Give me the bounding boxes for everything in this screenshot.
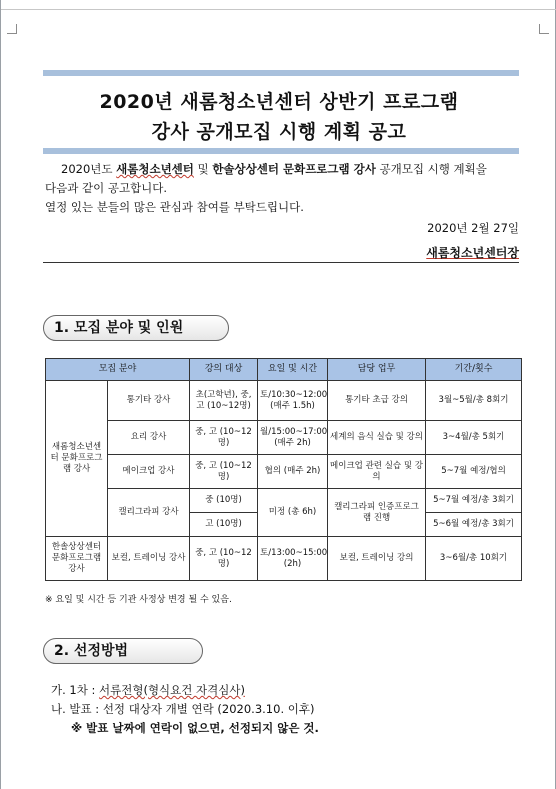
- intro-text: 공개모집 시행 계획을: [375, 162, 487, 176]
- time-cell: 토/13:00~15:00 (2h): [258, 537, 328, 581]
- intro-line1: [45, 160, 523, 179]
- field-cell: 보컬, 트레이닝 강사: [108, 537, 190, 581]
- time-cell: 월/15:00~17:00 (매주 2h): [258, 421, 328, 455]
- field-cell: 통기타 강사: [108, 381, 190, 421]
- method-item-1-label: 가. 1차 :: [51, 683, 100, 697]
- intro-text: 2020년도: [61, 162, 117, 176]
- table-row: [46, 455, 522, 489]
- table-row: [46, 489, 522, 513]
- page-corner-mark: [539, 24, 549, 34]
- method-item-1: [51, 682, 245, 698]
- time-cell: 미정 (총 6h): [258, 489, 328, 537]
- table-row: [46, 421, 522, 455]
- target-cell: 중, 고 (10~12명): [190, 455, 258, 489]
- title-bottom-bar: [43, 148, 519, 154]
- intro-org1: 새롬청소년센터: [116, 162, 194, 176]
- page-corner-mark: [7, 24, 17, 34]
- intro-line2: 다음과 같이 공고합니다.: [45, 181, 168, 195]
- table-header-row: [46, 359, 522, 381]
- section-heading-selection: 2. 선정방법: [43, 638, 203, 664]
- header-target: 강의 대상: [190, 359, 258, 381]
- period-cell: 3~6월/총 10회기: [426, 537, 522, 581]
- method-note: ※ 발표 날짜에 연락이 없으면, 선정되지 않은 것.: [71, 721, 319, 735]
- duty-cell: 캘리그라피 인증프로그램 진행: [328, 489, 426, 537]
- target-cell: 중, 고 (10~12명): [190, 421, 258, 455]
- target-cell: 중, 고 (10~12명): [190, 537, 258, 581]
- period-cell: 5~7월 예정/협의: [426, 455, 522, 489]
- period-cell: 3월~5월/총 8회기: [426, 381, 522, 421]
- duty-cell: 보컬, 트레이닝 강의: [328, 537, 426, 581]
- time-cell: 협의 (매주 2h): [258, 455, 328, 489]
- table-row: [46, 381, 522, 421]
- target-cell: 중 (10명): [190, 489, 258, 513]
- header-duty: 담당 업무: [328, 359, 426, 381]
- intro-paragraph: [45, 160, 523, 217]
- header-period: 기간/횟수: [426, 359, 522, 381]
- signer-name: 새롬청소년센터장: [426, 246, 519, 260]
- org-cell: 새롬청소년센터 문화프로그램 강사: [46, 381, 108, 537]
- title-top-bar: [43, 70, 519, 76]
- recruit-table: [45, 358, 522, 581]
- field-cell: 요리 강사: [108, 421, 190, 455]
- target-cell: 초(고학년), 중, 고 (10~12명): [190, 381, 258, 421]
- time-cell: 토/10:30~12:00 (매주 1.5h): [258, 381, 328, 421]
- field-cell: 캘리그라피 강사: [108, 489, 190, 537]
- field-cell: 메이크업 강사: [108, 455, 190, 489]
- intro-text: 및: [193, 162, 213, 176]
- page-top-edge: [1, 0, 556, 10]
- header-time: 요일 및 시간: [258, 359, 328, 381]
- duty-cell: 세계의 음식 실습 및 강의: [328, 421, 426, 455]
- document-title-line1: 2020년 새롬청소년센터 상반기 프로그램: [99, 91, 459, 113]
- target-cell: 고 (10명): [190, 513, 258, 537]
- org-cell: 한솔상상센터 문화프로그램 강사: [46, 537, 108, 581]
- duty-cell: 통기타 초급 강의: [328, 381, 426, 421]
- method-item-1-text: 서류전형(형식요건 자격심사): [99, 683, 245, 697]
- header-divider: [43, 262, 519, 263]
- section-heading-recruit: 1. 모집 분야 및 인원: [43, 315, 229, 341]
- period-cell: 3~4월/총 5회기: [426, 421, 522, 455]
- period-cell: 5~6월 예정/총 3회기: [426, 513, 522, 537]
- announcement-date: 2020년 2월 27일: [427, 221, 519, 235]
- period-cell: 5~7월 예정/총 3회기: [426, 489, 522, 513]
- duty-cell: 메이크업 관련 실습 및 강의: [328, 455, 426, 489]
- document-title-line2: 강사 공개모집 시행 계획 공고: [151, 121, 407, 143]
- method-item-2: 나. 발표 : 선정 대상자 개별 연락 (2020.3.10. 이후): [51, 702, 315, 716]
- intro-org2: 한솔상상센터 문화프로그램 강사: [212, 162, 376, 176]
- table-footnote: ※ 요일 및 시간 등 기관 사정상 변경 될 수 있음.: [45, 595, 232, 605]
- table-row: [46, 537, 522, 581]
- intro-line3: 열정 있는 분들의 많은 관심과 참여를 부탁드립니다.: [45, 200, 304, 214]
- header-field: 모집 분야: [46, 359, 190, 381]
